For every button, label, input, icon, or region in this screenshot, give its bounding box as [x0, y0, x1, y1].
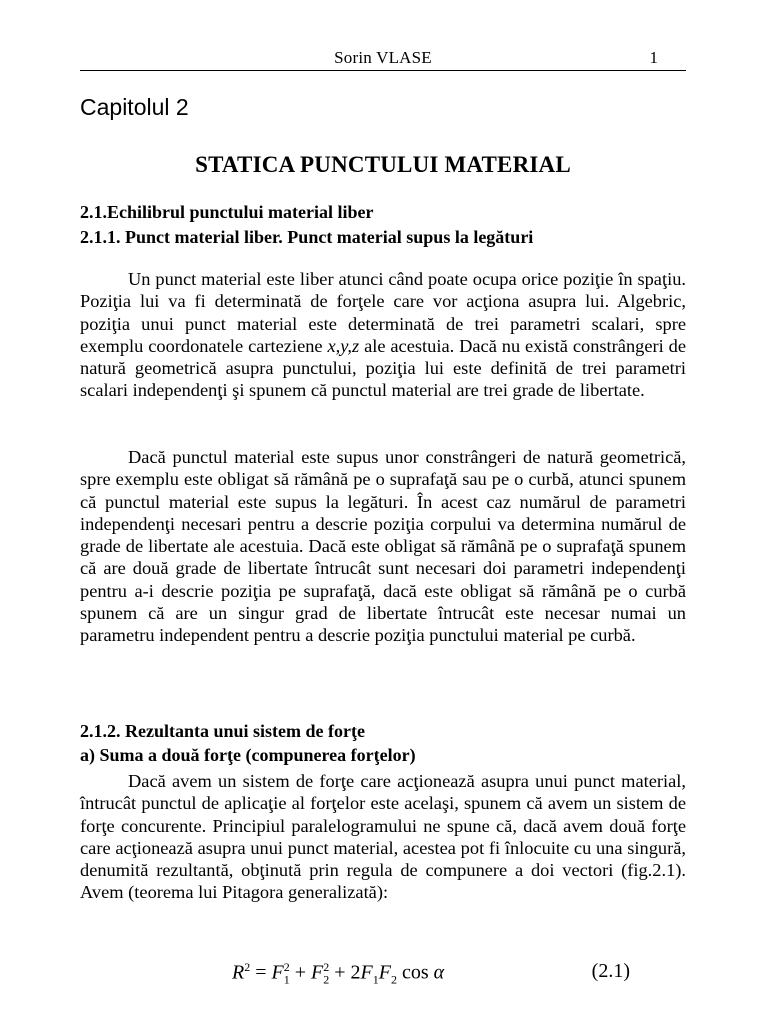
page-number: 1: [649, 48, 658, 67]
section-heading-2-1-1: 2.1.1. Punct material liber. Punct material supus la legături: [80, 227, 534, 247]
paragraph-1: [80, 268, 686, 402]
equation-formula: $R^2 = F_1^2 + F_2^2 + 2F_1F_2$ cos α: [232, 960, 445, 987]
paragraph-1-coords: x,y,z: [327, 335, 360, 356]
header-author: Sorin VLASE: [334, 48, 432, 67]
section-heading-2-1-2-a: a) Suma a două forţe (compunerea forţelor): [80, 745, 416, 765]
paragraph-1-text-a: Un punct material este liber atunci când poate ocupa orice poziţie în spaţiu. Poziţia lui va fi determinată de forţele care vor acţiona asupra lui. Algebric, poziţia unui punct material este determinată de trei parametri scalari, spre exemplu coordonatele carteziene: [80, 269, 686, 356]
section-heading-2-1: 2.1.Echilibrul punctului material liber: [80, 202, 374, 222]
equation-number: (2.1): [591, 960, 630, 982]
chapter-title: STATICA PUNCTULUI MATERIAL: [195, 152, 571, 177]
running-header: [80, 44, 686, 71]
chapter-label: Capitolul 2: [80, 94, 189, 120]
paragraph-1-text-b: ale acestuia. Dacă nu există constrângeri de natură geometrică asupra punctului, poziţia lui este definită de trei parametri scalari independenţi şi spunem că punctul material are trei grade de libertate.: [80, 335, 686, 401]
paragraph-2: Dacă punctul material este supus unor constrângeri de natură geometrică, spre exemplu este obligat să rămână pe o suprafaţă sau pe o curbă, atunci spunem că punctul material este supus la legături. În acest caz numărul de parametri independenţi necesari pentru a descrie poziţia corpului va determina numărul de grade de libertate ale acestuia. Dacă este obligat să rămână pe o suprafaţă spunem că are două grade de libertate întrucât sunt necesari doi parametri independenţi pentru a-i descrie poziţia pe suprafaţă, dacă este obligat să rămână pe o curbă spunem că are un singur grad de libertate întrucât este necesar numai un parametru independent pentru a descrie poziţia punctului material pe curbă.: [80, 447, 686, 646]
paragraph-3: Dacă avem un sistem de forţe care acţionează asupra unui punct material, întrucât punctul de aplicaţie al forţelor este acelaşi, spunem că avem un sistem de forţe concurente. Principiul paralelogramului ne spune că, dacă avem două forţe care acţionează asupra unui punct material, acestea pot fi înlocuite cu una singură, denumită rezultantă, obţinută prin regula de compunere a doi vectori (fig.2.1). Avem (teorema lui Pitagora generalizată):: [80, 771, 686, 903]
equation-2-1: [80, 958, 686, 988]
section-heading-2-1-2: 2.1.2. Rezultanta unui sistem de forţe: [80, 721, 365, 741]
